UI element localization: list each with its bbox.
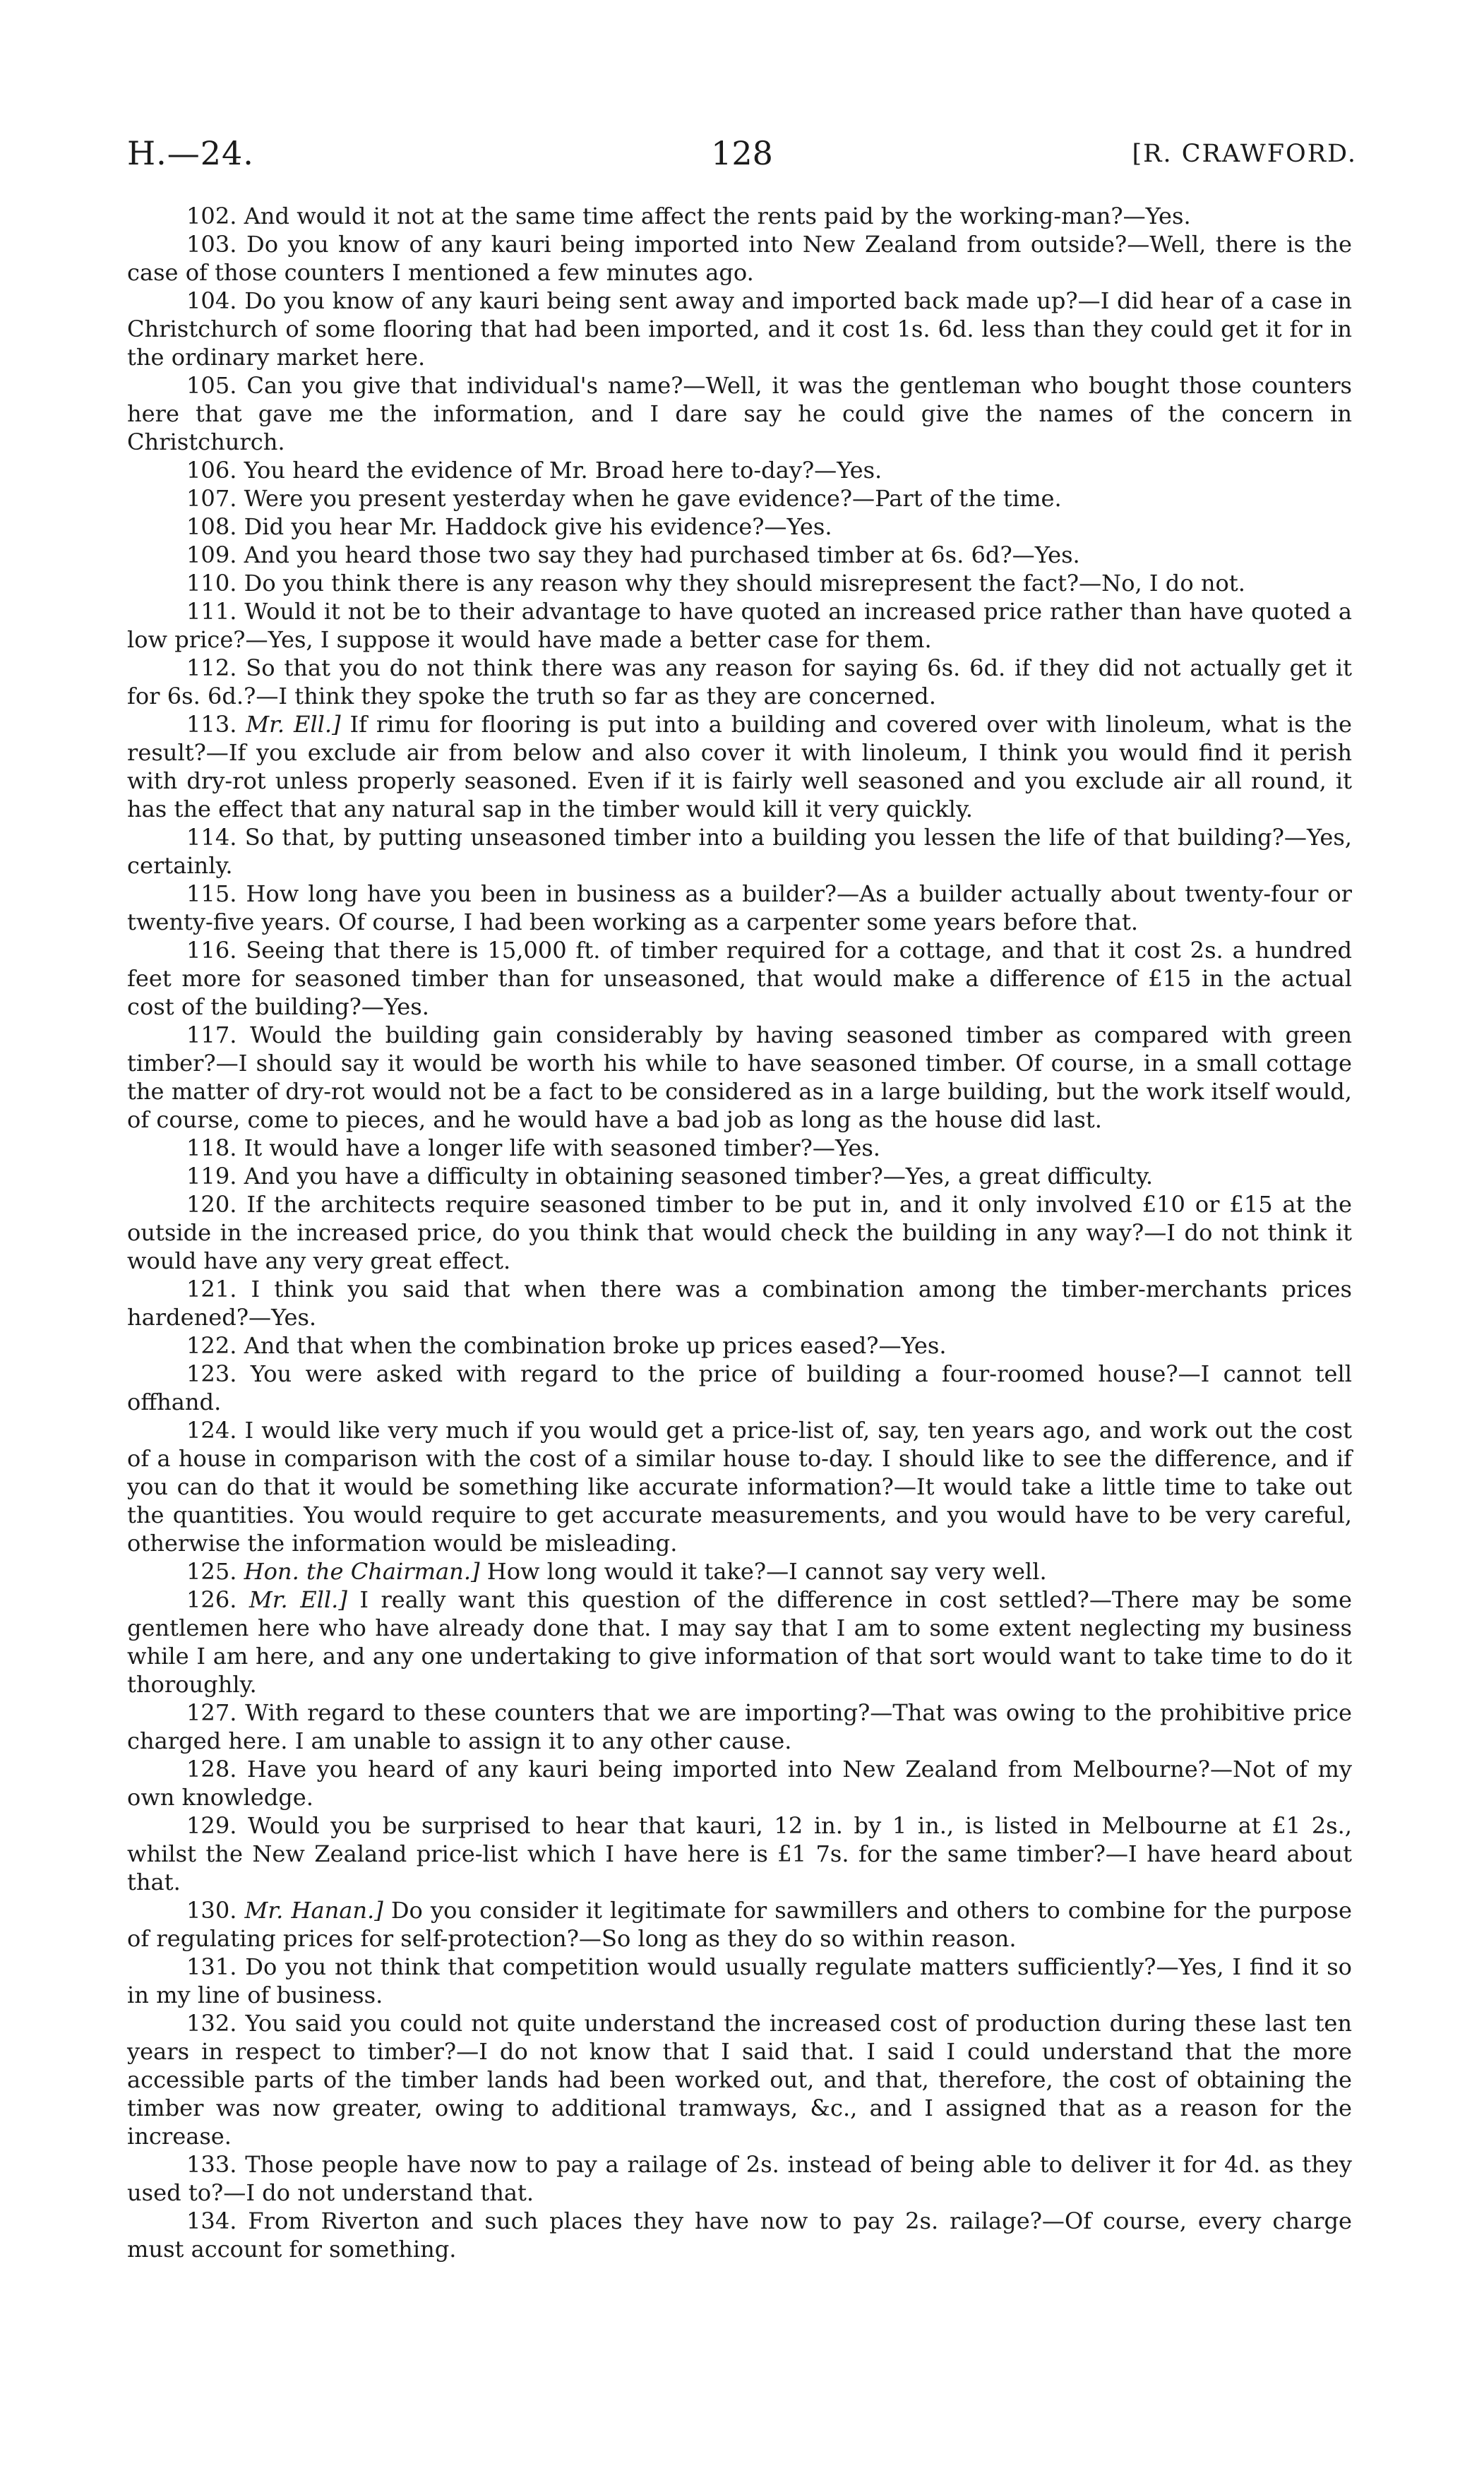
question-number: 103. — [186, 231, 237, 258]
question-number: 104. — [186, 287, 237, 314]
testimony-paragraph — [127, 1360, 1352, 1416]
question-answer-text: Would the building gain considerably by having seasoned timber as compared with green timber?—I should say it would be worth his while to have seasoned timber. Of course, in a small cottage the matter of dry-rot would not be a fact to be considered as in a large building, but the work itself would, of course, come to pieces, and he would have a bad job as long as the house did last. — [127, 1022, 1352, 1133]
question-number: 110. — [186, 570, 237, 597]
question-answer-text: It would have a longer life with seasoned timber?—Yes. — [244, 1134, 880, 1161]
speaker-label: Mr. Ell.] — [249, 1586, 347, 1613]
question-number: 108. — [186, 513, 237, 540]
question-answer-text: And would it not at the same time affect the rents paid by the working-man?—Yes. — [244, 203, 1191, 229]
question-number: 121. — [186, 1276, 237, 1302]
testimony-paragraph — [127, 2009, 1352, 2150]
question-answer-text: Those people have now to pay a railage of 2s. instead of being able to deliver it for 4d. as they used to?—I do not understand that. — [127, 2151, 1352, 2206]
question-number: 128. — [186, 1756, 237, 1783]
question-number: 102. — [186, 203, 237, 229]
question-number: 116. — [186, 937, 237, 964]
question-answer-text: If rimu for flooring is put into a building and covered over with linoleum, what is the result?—If you exclude air from below and also cover it with linoleum, I think you would find it perish with dry-rot unless properly seasoned. Even if it is fairly well seasoned and you exclude air all round, it has the effect that any natural sap in the timber would kill it very quickly. — [127, 711, 1353, 822]
question-number: 122. — [186, 1332, 237, 1359]
testimony-paragraph — [127, 1586, 1352, 1699]
question-answer-text: Have you heard of any kauri being imported into New Zealand from Melbourne?—Not of my own knowledge. — [127, 1756, 1353, 1811]
testimony-text — [127, 202, 1352, 2263]
speaker-label: Hon. the Chairman.] — [244, 1558, 480, 1585]
testimony-paragraph — [127, 1162, 1352, 1190]
question-number: 105. — [186, 372, 237, 399]
question-answer-text: Would you be surprised to hear that kauri, 12 in. by 1 in., is listed in Melbourne at £1 2s., whilst the New Zealand price-list which I have here is £1 7s. for the same timber?—I have heard about that. — [127, 1812, 1353, 1895]
question-answer-text: Do you know of any kauri being imported into New Zealand from outside?—Well, there is the case of those counters I mentioned a few minutes ago. — [127, 231, 1352, 286]
question-number: 117. — [186, 1022, 237, 1048]
question-answer-text: If the architects require seasoned timber to be put in, and it only involved £10 or £15 at the outside in the increased price, do you think that would check the building in any way?—I do not think it would have any very great effect. — [127, 1191, 1353, 1274]
question-number: 114. — [186, 824, 237, 851]
question-number: 130. — [186, 1897, 237, 1924]
question-answer-text: I think you said that when there was a combination among the timber-merchants prices hardened?—Yes. — [127, 1276, 1352, 1331]
question-number: 113. — [186, 711, 237, 738]
question-answer-text: So that you do not think there was any reason for saying 6s. 6d. if they did not actually get it for 6s. 6d.?—I think they spoke the truth so far as they are concerned. — [127, 654, 1352, 709]
question-number: 123. — [186, 1360, 237, 1387]
testimony-paragraph — [127, 823, 1352, 880]
question-number: 134. — [186, 2208, 237, 2234]
question-number: 119. — [186, 1163, 237, 1190]
question-number: 120. — [186, 1191, 237, 1218]
speaker-label: Mr. Hanan.] — [244, 1897, 383, 1924]
question-number: 127. — [186, 1699, 237, 1726]
question-answer-text: Do you think there is any reason why they should misrepresent the fact?—No, I do not. — [244, 570, 1245, 597]
testimony-paragraph — [127, 710, 1352, 823]
question-answer-text: You heard the evidence of Mr. Broad here to-day?—Yes. — [244, 457, 882, 484]
question-answer-text: Seeing that there is 15,000 ft. of timber required for a cottage, and that it cost 2s. a hundred feet more for seasoned timber than for unseasoned, that would make a difference of £15 in the actual cost of the building?—Yes. — [127, 937, 1352, 1020]
question-number: 107. — [186, 485, 237, 512]
question-number: 124. — [186, 1417, 237, 1444]
question-answer-text: And you heard those two say they had purchased timber at 6s. 6d?—Yes. — [244, 541, 1080, 568]
question-number: 126. — [186, 1586, 237, 1613]
testimony-paragraph — [127, 654, 1352, 710]
question-number: 118. — [186, 1134, 237, 1161]
question-number: 115. — [186, 880, 237, 907]
question-number: 112. — [186, 654, 237, 681]
question-answer-text: Do you consider it legitimate for sawmillers and others to combine for the purpose of regulating prices for self-protection?—So long as they do so within reason. — [127, 1897, 1353, 1952]
testimony-paragraph — [127, 569, 1352, 597]
testimony-paragraph — [127, 597, 1352, 654]
question-number: 133. — [186, 2151, 237, 2178]
question-number: 109. — [186, 541, 237, 568]
testimony-paragraph — [127, 1699, 1352, 1755]
question-answer-text: Do you not think that competition would usually regulate matters sufficiently?—Yes, I find it so in my line of business. — [127, 1953, 1352, 2008]
testimony-paragraph — [127, 1755, 1352, 1811]
testimony-paragraph — [127, 230, 1352, 287]
question-answer-text: Did you hear Mr. Haddock give his evidence?—Yes. — [244, 513, 832, 540]
question-number: 106. — [186, 457, 237, 484]
testimony-paragraph — [127, 541, 1352, 569]
question-answer-text: So that, by putting unseasoned timber into a building you lessen the life of that building?—Yes, certainly. — [127, 824, 1352, 879]
question-answer-text: Do you know of any kauri being sent away and imported back made up?—I did hear of a case in Christchurch of some flooring that had been imported, and it cost 1s. 6d. less than they could get it for in the ordinary market here. — [127, 287, 1353, 371]
testimony-paragraph — [127, 1275, 1352, 1331]
testimony-paragraph — [127, 2150, 1352, 2207]
question-number: 132. — [186, 2010, 237, 2037]
question-number: 125. — [186, 1558, 237, 1585]
question-answer-text: And that when the combination broke up prices eased?—Yes. — [244, 1332, 947, 1359]
witness-name: [R. CRAWFORD. — [1132, 140, 1357, 168]
question-answer-text: From Riverton and such places they have now to pay 2s. railage?—Of course, every charge must account for something. — [127, 2208, 1352, 2263]
testimony-paragraph — [127, 513, 1352, 541]
testimony-paragraph — [127, 1190, 1352, 1275]
testimony-paragraph — [127, 1953, 1352, 2009]
testimony-paragraph — [127, 287, 1352, 371]
question-answer-text: I would like very much if you would get a price-list of, say, ten years ago, and work out the cost of a house in comparison with the cost of a similar house to-day. I should like to see the difference, and if you can do that it would be something like accurate information?—It would take a little time to take out the quantities. You would require to get accurate measurements, and you would have to be very careful, otherwise the information would be misleading. — [127, 1417, 1352, 1557]
testimony-paragraph — [127, 880, 1352, 936]
question-answer-text: You said you could not quite understand the increased cost of production during these last ten years in respect to timber?—I do not know that I said that. I said I could understand that the more accessible parts of the timber lands had been worked out, and that, therefore, the cost of obtaining the timber was now greater, owing to additional tramways, &c., and I assigned that as a reason for the increase. — [127, 2010, 1353, 2150]
speaker-label: Mr. Ell.] — [246, 711, 341, 738]
question-answer-text: With regard to these counters that we are importing?—That was owing to the prohibitive price charged here. I am unable to assign it to any other cause. — [127, 1699, 1352, 1754]
testimony-paragraph — [127, 371, 1352, 456]
testimony-paragraph — [127, 2207, 1352, 2263]
question-answer-text: Were you present yesterday when he gave evidence?—Part of the time. — [244, 485, 1062, 512]
testimony-paragraph — [127, 202, 1352, 230]
question-number: 131. — [186, 1953, 237, 1980]
testimony-paragraph — [127, 1896, 1352, 1953]
testimony-paragraph — [127, 1331, 1352, 1360]
question-answer-text: Can you give that individual's name?—Well, it was the gentleman who bought those counters here that gave me the information, and I dare say he could give the names of the concern in Christchurch. — [127, 372, 1352, 455]
question-answer-text: Would it not be to their advantage to have quoted an increased price rather than have quoted a low price?—Yes, I suppose it would have made a better case for them. — [127, 598, 1353, 653]
testimony-paragraph — [127, 1811, 1352, 1896]
testimony-paragraph — [127, 1557, 1352, 1586]
page-number: 128 — [711, 134, 773, 172]
testimony-paragraph — [127, 1134, 1352, 1162]
document-reference: H.—24. — [127, 134, 254, 172]
testimony-paragraph — [127, 1021, 1352, 1134]
question-number: 111. — [186, 598, 237, 625]
question-number: 129. — [186, 1812, 237, 1839]
question-answer-text: I really want this question of the difference in cost settled?—There may be some gentlemen here who have already done that. I may say that I am to some extent neglecting my business while I am here, and any one undertaking to give information of that sort would want to take time to do it thoroughly. — [127, 1586, 1352, 1698]
page-header — [0, 134, 1484, 191]
question-answer-text: How long have you been in business as a builder?—As a builder actually about twenty-four or twenty-five years. Of course, I had been working as a carpenter some years before that. — [127, 880, 1353, 935]
question-answer-text: How long would it take?—I cannot say very well. — [486, 1558, 1047, 1585]
testimony-paragraph — [127, 456, 1352, 484]
question-answer-text: And you have a difficulty in obtaining seasoned timber?—Yes, a great difficulty. — [244, 1163, 1154, 1190]
question-answer-text: You were asked with regard to the price of building a four-roomed house?—I cannot tell offhand. — [127, 1360, 1352, 1415]
testimony-paragraph — [127, 1416, 1352, 1557]
testimony-paragraph — [127, 484, 1352, 513]
testimony-paragraph — [127, 936, 1352, 1021]
